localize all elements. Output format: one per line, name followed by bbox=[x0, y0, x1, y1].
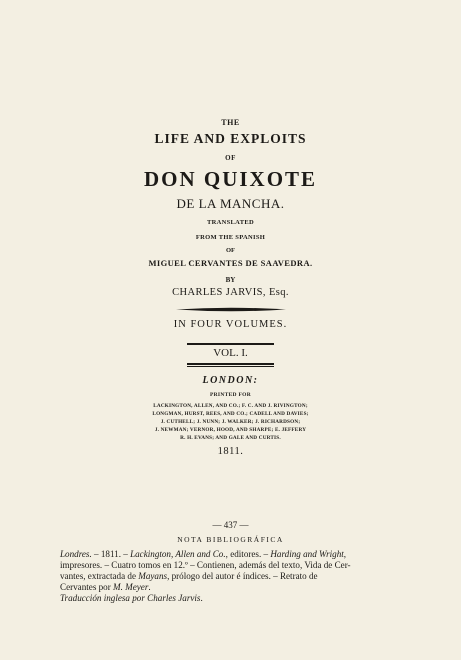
note-line-5: Traducción inglesa por Charles Jarvis. bbox=[60, 593, 203, 603]
note-line-1: Londres. – 1811. – Lackington, Allen and Co., editores. – Harding and Wright, bbox=[60, 549, 347, 559]
title-the: THE bbox=[221, 118, 240, 127]
rule-above-vol bbox=[187, 343, 274, 345]
printer-line-3: J. CUTHELL; J. NUNN; J. WALKER; J. RICHARDSON; bbox=[160, 419, 301, 425]
printer-line-4: J. NEWMAN; VERNOR, HOOD, AND SHARPE; E. JEFFERY bbox=[154, 427, 307, 433]
printer-line-2: LONGMAN, HURST, REES, AND CO.; CADELL AND DAVIES; bbox=[152, 411, 309, 417]
title-don-quixote: DON QUIXOTE bbox=[143, 167, 318, 191]
imprint-place: LONDON: bbox=[202, 375, 259, 386]
printed-for-label: PRINTED FOR bbox=[209, 392, 252, 398]
printer-line-5: R. H. EVANS; AND GALE AND CURTIS. bbox=[180, 435, 281, 441]
title-of: OF bbox=[225, 154, 236, 162]
from-spanish-label: FROM THE SPANISH bbox=[195, 234, 266, 241]
author-name: MIGUEL CERVANTES DE SAAVEDRA. bbox=[148, 258, 313, 268]
volume-number: VOL. I. bbox=[213, 347, 248, 359]
of-label: OF bbox=[225, 247, 236, 254]
rule-below-vol bbox=[187, 363, 274, 365]
note-heading: NOTA BIBLIOGRÁFICA bbox=[177, 535, 284, 544]
rule-below-vol-thin bbox=[187, 366, 274, 367]
ornamental-rule bbox=[176, 307, 286, 312]
note-line-4: Cervantes por M. Meyer. bbox=[60, 582, 151, 592]
note-line-3: vantes, extractada de Mayans, prólogo del autor é índices. – Retrato de bbox=[60, 571, 318, 581]
title-de-la-mancha: DE LA MANCHA. bbox=[176, 196, 285, 211]
by-label: BY bbox=[225, 276, 236, 284]
volumes-line: IN FOUR VOLUMES. bbox=[173, 319, 288, 330]
note-line-2: impresores. – Cuatro tomos en 12.º – Contienen, además del texto, Vida de Cer- bbox=[60, 560, 351, 570]
translated-label: TRANSLATED bbox=[207, 219, 254, 226]
printer-line-1: LACKINGTON, ALLEN, AND CO.; F. C. AND J. RIVINGTON; bbox=[153, 403, 308, 409]
publication-year: 1811. bbox=[217, 446, 244, 457]
translator-name: CHARLES JARVIS, Esq. bbox=[172, 287, 289, 298]
page-number: — 437 — bbox=[212, 520, 249, 530]
title-life-exploits: LIFE AND EXPLOITS bbox=[154, 131, 307, 146]
